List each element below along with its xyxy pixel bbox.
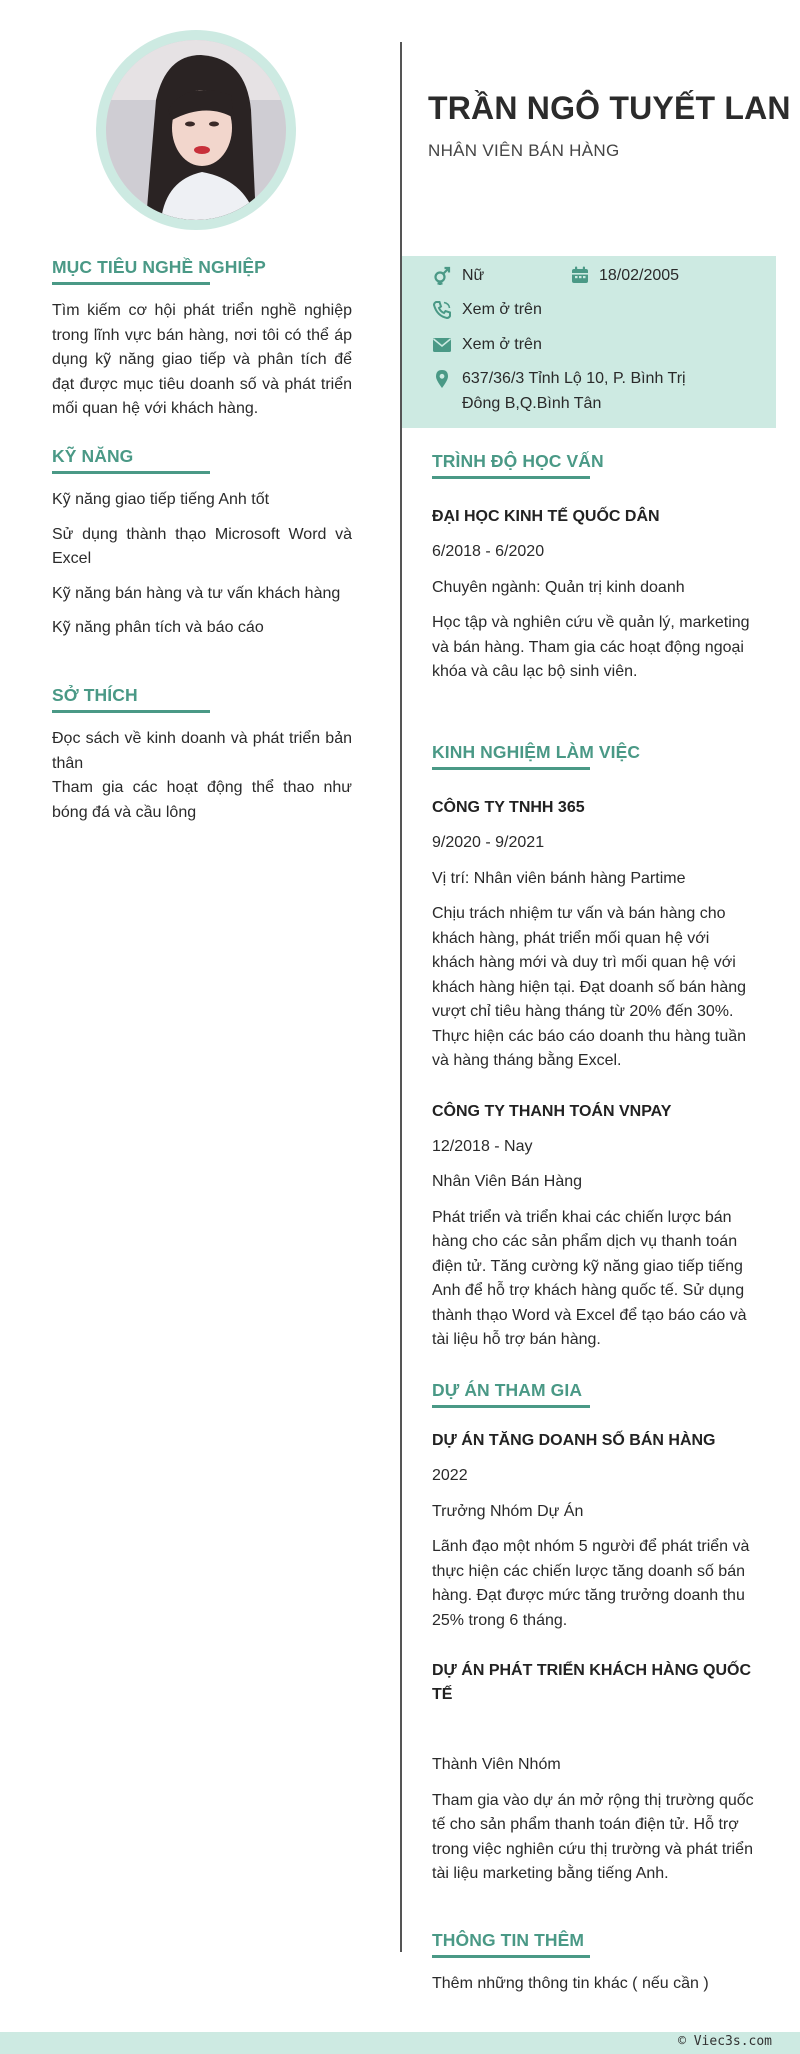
hobbies-title: SỞ THÍCH [52,685,138,705]
address-line-2: Đông B,Q.Bình Tân [462,395,602,412]
candidate-name: TRẦN NGÔ TUYẾT LAN [428,90,791,126]
project-description: Tham gia vào dự án mở rộng thị trường quốc tế cho sản phẩm thanh toán điện tử. Hỗ trợ trong việc nghiên cứu thị trường và phát triển tài liệu marketing bằng tiếng Anh. [432,1791,754,1882]
hobby-item: Tham gia các hoạt động thể thao như bóng đá và cầu lông [52,779,352,821]
school-name: ĐẠI HỌC KINH TẾ QUỐC DÂN [432,508,660,525]
additional-title: THÔNG TIN THÊM [432,1930,585,1950]
skill-item: Kỹ năng phân tích và báo cáo [52,619,264,636]
project-role: Thành Viên Nhóm [432,1756,561,1773]
project-period: 2022 [432,1467,468,1484]
hobby-item: Đọc sách về kinh doanh và phát triển bản thân [52,730,352,772]
phone-value: Xem ở trên [462,301,542,318]
experience-section [432,742,756,1353]
job-title: NHÂN VIÊN BÁN HÀNG [428,141,620,160]
envelope-icon [432,335,452,355]
education-major: Chuyên ngành: Quản trị kinh doanh [432,578,685,596]
avatar-frame [96,30,296,230]
projects-section [432,1380,756,1887]
project-name: DỰ ÁN PHÁT TRIỂN KHÁCH HÀNG QUỐC TẾ [432,1662,752,1703]
skills-title: KỸ NĂNG [52,446,134,466]
job-period: 12/2018 - Nay [432,1137,533,1155]
additional-text: Thêm những thông tin khác ( nếu cần ) [432,1975,709,1992]
section-underline [52,710,210,713]
objective-section [52,257,352,422]
contact-panel [402,256,776,428]
job-description: Phát triển và triển khai các chiến lược bán hàng cho các sản phẩm dịch vụ thanh toán điện tử. Tăng cường kỹ năng giao tiếp tiếng Anh để hỗ trợ khách hàng quốc tế. Sử dụng thành thạo Word và Excel để tạo báo cáo và tài liệu hỗ trợ bán hàng. [432,1208,747,1348]
education-description: Học tập và nghiên cứu về quản lý, marketing và bán hàng. Tham gia các hoạt động ngoại khóa và câu lạc bộ sinh viên. [432,614,750,680]
email-value: Xem ở trên [462,336,542,353]
education-section [432,451,756,685]
watermark: © Viec3s.com [678,2034,772,2049]
gender-value: Nữ [462,267,485,284]
project-description: Lãnh đạo một nhóm 5 người để phát triển và thực hiện các chiến lược tăng doanh số bán hàng. Đạt được mức tăng trưởng doanh thu 25% trong 6 tháng. [432,1538,750,1629]
section-underline [52,282,210,285]
avatar [106,40,286,220]
section-underline [432,767,590,770]
section-underline [432,476,590,479]
birthday-value: 18/02/2005 [599,267,680,284]
additional-section [432,1930,756,1997]
project-name: DỰ ÁN TĂNG DOANH SỐ BÁN HÀNG [432,1432,716,1449]
section-underline [432,1955,590,1958]
project-period [432,1718,756,1742]
education-title: TRÌNH ĐỘ HỌC VẤN [432,451,604,471]
company-name: CÔNG TY THANH TOÁN VNPAY [432,1102,672,1120]
section-underline [432,1405,590,1408]
job-period: 9/2020 - 9/2021 [432,834,545,851]
address-line-1: 637/36/3 Tỉnh Lộ 10, P. Bình Trị [462,370,686,387]
gender-icon [432,266,452,286]
calendar-icon [570,265,590,285]
experience-title: KINH NGHIỆM LÀM VIỆC [432,742,641,762]
job-description: Chịu trách nhiệm tư vấn và bán hàng cho khách hàng, phát triển mối quan hệ với khách hàng mới và duy trì mối quan hệ với khách hàng hiện tại. Đạt doanh số bán hàng vượt chỉ tiêu hàng tháng từ 20% đến 30%. Thực hiện các báo cáo doanh thu hàng tuần và hàng tháng bằng Excel. [432,905,747,1069]
project-role: Trưởng Nhóm Dự Án [432,1502,584,1520]
job-role: Vị trí: Nhân viên bánh hàng Partime [432,869,686,887]
objective-title: MỤC TIÊU NGHỀ NGHIỆP [52,257,266,277]
skills-section [52,446,352,641]
skill-item: Kỹ năng giao tiếp tiếng Anh tốt [52,491,270,508]
education-period: 6/2018 - 6/2020 [432,543,545,560]
skill-item: Kỹ năng bán hàng và tư vấn khách hàng [52,584,341,602]
objective-text: Tìm kiếm cơ hội phát triển nghề nghiệp trong lĩnh vực bán hàng, nơi tôi có thể áp dụng kỹ năng giao tiếp và phân tích để đạt được mục tiêu doanh số và phát triển mối quan hệ với khách hàng. [52,302,352,417]
map-pin-icon [432,369,452,389]
company-name: CÔNG TY TNHH 365 [432,799,585,816]
section-underline [52,471,210,474]
phone-icon [432,300,452,320]
projects-title: DỰ ÁN THAM GIA [432,1380,583,1400]
hobbies-section [52,685,352,825]
skill-item: Sử dụng thành thạo Microsoft Word và Excel [52,525,352,567]
job-role: Nhân Viên Bán Hàng [432,1173,583,1190]
footer-bar [0,2032,800,2054]
